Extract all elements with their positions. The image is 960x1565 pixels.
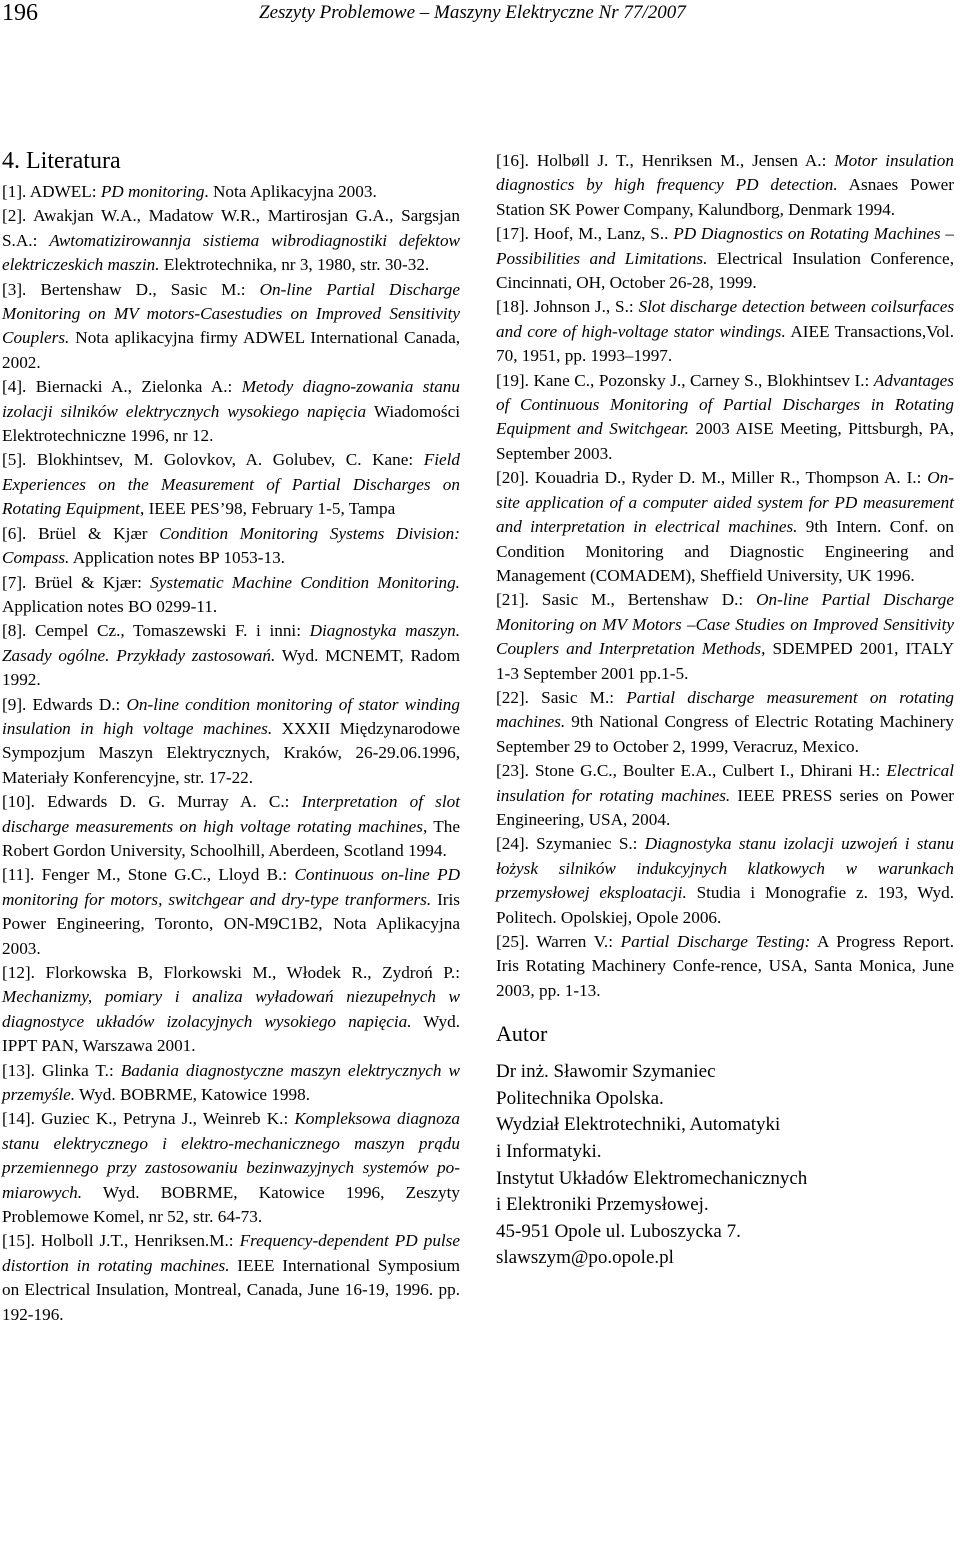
reference-list-right [496, 149, 954, 1003]
reference-item [2, 204, 460, 277]
reference-title: Advantages of Continuous Monitoring of Partial Discharges in Rotating Equipment and Switchgear. [496, 370, 954, 439]
reference-title: Condition Monitoring Systems Division: Compass. [2, 523, 460, 568]
reference-title: Motor insulation diagnostics by high frequency PD detection. [496, 151, 954, 195]
reference-text: IEEE International Symposium on Electrical Insulation, Montreal, Canada, June 16-19, 1996. pp. 192-196. [2, 1255, 461, 1324]
reference-title: Metody diagno-zowania stanu izolacji silników elektrycznych wysokiego napięcia [2, 377, 460, 421]
reference-text: 9th National Congress of Electric Rotating Machinery September 29 to October 2, 1999, Veracruz, Mexico. [496, 712, 954, 756]
author-line: Wydział Elektrotechniki, Automatyki [496, 1114, 781, 1136]
reference-item [2, 863, 460, 961]
reference-text: Biernacki A., Zielonka A.: [26, 377, 242, 397]
reference-text: Application notes BP 1053-13. [69, 548, 285, 568]
reference-text: Brüel & Kjær: [26, 572, 151, 592]
reference-text: Sasic M.: [528, 687, 627, 707]
reference-item [496, 222, 954, 295]
reference-number: [15]. [2, 1231, 35, 1251]
reference-number: [19]. [496, 370, 529, 390]
reference-number: [5]. [2, 450, 27, 470]
reference-text: Warren V.: [528, 932, 621, 951]
reference-title: Diagnostyka maszyn. Zasady ogólne. Przykłady zastosowań. [2, 621, 460, 665]
reference-title: Frequency-dependent PD pulse distortion in rotating machines. [2, 1231, 460, 1275]
reference-number: [14]. [2, 1109, 35, 1129]
reference-text: Fenger M., Stone G.C., Lloyd B.: [34, 865, 295, 885]
reference-title: On-line Partial Discharge Monitoring on MV motors-Casestudies on Improved Sensitivity Couplers. [2, 279, 460, 348]
reference-title: Diagnostyka stanu izolacji uzwojeń i stanu łożysk silników indukcyjnych klatkowych w warunkach przemysłowej eksploatacji. [496, 834, 954, 903]
reference-text: IEEE PRESS series on Power Engineering, USA, 2004. [496, 785, 954, 829]
reference-text: XXXII Międzynarodowe Sympozjum Maszyn Elektrycznych, Kraków, 26-29.06.1996, Materiały Konferencyjne, str. 17-22. [2, 718, 460, 787]
reference-number: [12]. [2, 963, 35, 982]
reference-item [2, 180, 460, 204]
reference-title: Partial discharge measurement on rotating machines. [496, 687, 955, 732]
author-line: i Elektroniki Przemysłowej. [496, 1194, 709, 1216]
running-title: Zeszyty Problemowe – Maszyny Elektryczne Nr 77/2007 [259, 2, 686, 23]
author-line: 45-951 Opole ul. Luboszycka 7. [496, 1220, 741, 1242]
reference-text: , The Robert Gordon University, Schoolhill, Aberdeen, Scotland 1994. [2, 816, 460, 860]
reference-text: Wyd. MCNEMT, Radom 1992. [2, 645, 460, 690]
reference-text: Cempel Cz., Tomaszewski F. i inni: [26, 621, 310, 641]
reference-text: . Nota Aplikacyjna 2003. [204, 182, 377, 201]
reference-text: Wyd. IPPT PAN, Warszawa 2001. [2, 1011, 460, 1056]
reference-item [496, 930, 954, 1003]
reference-text: Sasic M., Bertenshaw D.: [528, 590, 757, 610]
reference-title: On-site application of a computer aided system for PD measurement and interpretation in electrical machines. [496, 468, 954, 537]
reference-item [2, 693, 460, 791]
reference-number: [3]. [2, 279, 27, 299]
reference-number: [17]. [496, 224, 529, 244]
author-line: Instytut Układów Elektromechanicznych [496, 1167, 808, 1189]
reference-title: Kompleksowa diagnoza stanu elektrycznego i elektro-mechanicznego maszyn prądu przemiennego przy zastosowaniu bezinwazyjnych systemów po-miarowych. [2, 1109, 460, 1202]
reference-text: Hoof, M., Lanz, S.. [528, 224, 674, 244]
reference-text: Studia i Monografie z. 193, Wyd. Politech. Opolskiej, Opole 2006. [496, 883, 954, 927]
reference-text: Edwards D. G. Murray A. C.: [34, 792, 302, 812]
reference-list-left [2, 180, 460, 1327]
reference-title: Partial Discharge Testing: [620, 932, 811, 951]
reference-text: , IEEE PES’98, February 1-5, Tampa [139, 499, 396, 519]
reference-text: Wyd. BOBRME, Katowice 1996, Zeszyty Problemowe Komel, nr 52, str. 64-73. [2, 1182, 460, 1227]
reference-title: Mechanizmy, pomiary i analiza wyładowań niezupełnych w diagnostyce układów izolacyjnych wysokiego napięcia. [2, 987, 460, 1031]
reference-text: Awakjan W.A., Madatow W.R., Martirosjan G.A., Sargsjan S.A.: [2, 206, 460, 250]
reference-number: [11]. [2, 865, 35, 885]
author-block [496, 1059, 954, 1272]
reference-item [2, 448, 460, 521]
right-column [496, 149, 954, 1272]
reference-text: Iris Power Engineering, Toronto, ON-M9C1B2, Nota Aplikacyjna 2003. [2, 889, 460, 958]
reference-text: Holboll J.T., Henriksen.M.: [34, 1231, 240, 1251]
reference-text: Guziec K., Petryna J., Weinreb K.: [34, 1109, 295, 1129]
reference-item [496, 759, 954, 832]
reference-item [496, 149, 954, 222]
reference-item [496, 832, 954, 930]
reference-text: A Progress Report. Iris Rotating Machinery Confe-rence, USA, Santa Monica, June 2003, pp. 1-13. [496, 932, 954, 1000]
left-column [2, 146, 460, 1327]
reference-title: Systematic Machine Condition Monitoring. [150, 572, 460, 592]
reference-title: On-line Partial Discharge Monitoring on MV Motors –Case Studies on Improved Sensitivity Couplers and Interpretation Methods, [496, 590, 955, 659]
reference-number: [9]. [2, 694, 27, 714]
reference-text: 9th Intern. Conf. on Condition Monitoring and Diagnostic Engineering and Management (COMADEM), Sheffield University, UK 1996. [496, 517, 954, 585]
reference-title: Field Experiences on the Measurement of Partial Discharges on Rotating Equipment [2, 450, 460, 519]
reference-number: [25]. [496, 932, 529, 951]
reference-number: [22]. [496, 687, 529, 707]
reference-item [496, 588, 954, 686]
reference-text: Elektrotechnika, nr 3, 1980, str. 30-32. [159, 255, 430, 275]
reference-item [2, 1059, 460, 1108]
reference-item [496, 295, 954, 368]
reference-text: 2003 AISE Meeting, Pittsburgh, PA, September 2003. [496, 419, 954, 463]
reference-item [2, 522, 460, 571]
author-line: i Informatyki. [496, 1141, 602, 1162]
reference-text: Johnson J., S.: [528, 297, 639, 317]
reference-number: [2]. [2, 206, 27, 226]
reference-title: Badania diagnostyczne maszyn elektrycznych w przemyśle. [2, 1060, 460, 1105]
reference-number: [13]. [2, 1060, 35, 1080]
reference-text: ADWEL: [26, 182, 101, 201]
author-line: Dr inż. Sławomir Szymaniec [496, 1061, 716, 1083]
reference-title: Awtomatizirowannja sistiema wibrodiagnostiki defektow elektriczeskich maszin. [2, 230, 461, 275]
reference-number: [21]. [496, 590, 529, 610]
reference-text: Wyd. BOBRME, Katowice 1998. [75, 1085, 310, 1105]
reference-text: Stone G.C., Boulter E.A., Culbert I., Dhirani H.: [528, 761, 887, 781]
reference-number: [16]. [496, 151, 529, 170]
reference-title: Interpretation of slot discharge measurements on high voltage rotating machines [2, 792, 461, 836]
reference-text: Nota aplikacyjna firmy ADWEL International Canada, 2002. [2, 328, 460, 372]
reference-number: [7]. [2, 572, 27, 592]
reference-number: [1]. [2, 182, 27, 201]
reference-text: Kouadria D., Ryder D. M., Miller R., Thompson A. I.: [528, 468, 928, 488]
reference-text: Szymaniec S.: [528, 834, 645, 854]
reference-text: Edwards D.: [26, 694, 127, 714]
reference-text: Bertenshaw D., Sasic M.: [26, 279, 260, 299]
reference-item [2, 619, 460, 692]
reference-text: Florkowska B, Florkowski M., Włodek R., Zydroń P.: [34, 963, 460, 982]
reference-text: Electrical Insulation Conference, Cincinnati, OH, October 26-28, 1999. [496, 248, 954, 293]
page-header [0, 0, 960, 40]
reference-text: Wiadomości Elektrotechniczne 1996, nr 12. [2, 401, 460, 446]
author-email: slawszym@po.opole.pl [496, 1247, 674, 1269]
reference-title: Electrical insulation for rotating machines. [496, 761, 954, 805]
reference-item [2, 278, 460, 376]
reference-text: Holbøll J. T., Henriksen M., Jensen A.: [528, 151, 835, 170]
reference-number: [24]. [496, 834, 529, 854]
reference-number: [6]. [2, 523, 27, 543]
reference-title: PD Diagnostics on Rotating Machines – Possibilities and Limitations. [496, 224, 954, 268]
reference-title: PD monitoring [100, 182, 205, 201]
reference-text: Asnaes Power Station SK Power Company, Kalundborg, Denmark 1994. [496, 175, 955, 219]
reference-number: [23]. [496, 761, 529, 781]
reference-title: Slot discharge detection between coilsurfaces and core of high-voltage stator windings. [496, 297, 955, 341]
reference-item [496, 369, 954, 467]
reference-item [2, 571, 460, 620]
reference-number: [4]. [2, 377, 27, 397]
reference-number: [18]. [496, 297, 529, 317]
section-title: 4. Literatura [2, 148, 121, 174]
author-heading: Autor [496, 1021, 548, 1047]
reference-item [2, 1107, 460, 1229]
reference-item [496, 466, 954, 588]
author-line: Politechnika Opolska. [496, 1087, 664, 1109]
reference-text: Kane C., Pozonsky J., Carney S., Blokhintsev I.: [528, 370, 874, 390]
reference-item [2, 961, 460, 1059]
reference-title: On-line condition monitoring of stator winding insulation in high voltage machines. [2, 694, 460, 738]
reference-number: [8]. [2, 621, 27, 641]
reference-item [2, 790, 460, 863]
reference-text: AIEE Transactions,Vol. 70, 1951, pp. 1993–1997. [496, 321, 954, 366]
reference-number: [10]. [2, 792, 35, 812]
reference-text: Brüel & Kjær [26, 523, 160, 543]
reference-text: Glinka T.: [34, 1060, 121, 1080]
reference-title: Continuous on-line PD monitoring for motors, switchgear and dry-type tranformers. [2, 865, 460, 909]
reference-item [2, 1229, 460, 1327]
reference-text: SDEMPED 2001, ITALY 1-3 September 2001 pp.1-5. [496, 639, 954, 683]
reference-text: Application notes BO 0299-11. [2, 596, 218, 616]
reference-item [2, 375, 460, 448]
reference-text: Blokhintsev, M. Golovkov, A. Golubev, C. Kane: [26, 450, 424, 470]
reference-number: [20]. [496, 468, 529, 488]
page-number: 196 [2, 0, 38, 26]
reference-item [496, 686, 954, 759]
